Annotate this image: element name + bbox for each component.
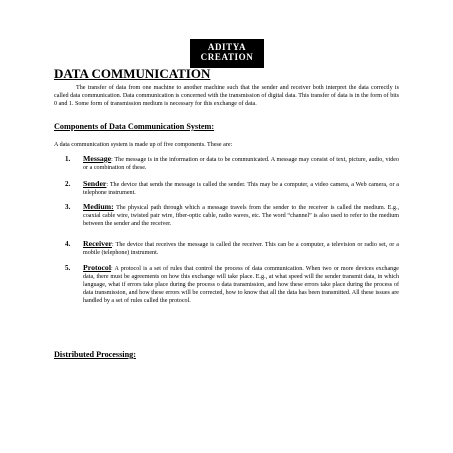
components-heading: Components of Data Communication System: [54, 122, 215, 131]
item-term: Message [83, 154, 112, 163]
logo-line-2: CREATION [200, 52, 254, 62]
item-separator: : [111, 157, 115, 163]
item-body [83, 155, 399, 172]
aditya-creation-logo [190, 39, 264, 68]
item-number: 5. [65, 264, 71, 272]
item-body [83, 203, 399, 228]
item-number: 4. [65, 240, 71, 248]
distributed-processing-heading: Distributed Processing: [54, 350, 136, 359]
item-term: Medium: [83, 202, 114, 211]
item-text: The message is in the information or data to be communicated. A message may consist of text, picture, audio, video or a combination of these. [83, 157, 400, 171]
item-text: The device that sends the message is called the sender. This may be a computer, a video camera, a Web camera, or a telephone instrument. [83, 182, 399, 196]
item-text: A protocol is a set of rules that control the process of data communication. When two or more devices exchange data, there must be agreements on how this exchange will take place. E.g., at what speed will the sender transmit data, in which language, what if errors take place during the process o data transmission, and how these errors take place during the process of data transmission, and how these errors will be corrected, how to know that all the data has been transmitted. All these issues are handled by a set of rules called the protocol. [83, 266, 399, 304]
logo-line-1: ADITYA [207, 42, 247, 52]
component-item-protocol [67, 264, 399, 305]
item-separator: : [112, 242, 116, 248]
page-title: DATA COMMUNICATION [54, 66, 211, 81]
item-number: 1. [65, 155, 71, 163]
item-term: Receiver [83, 239, 112, 248]
components-lead: A data communication system is made up of five components. These are: [54, 142, 233, 148]
item-text: The device that receives the message is called the receiver. This can be a computer, a television or radio set, or a mobile (telephone) instrument. [83, 242, 399, 256]
item-body [83, 264, 399, 305]
item-body [83, 180, 399, 197]
item-separator: : [106, 182, 110, 188]
item-term: Sender [83, 179, 107, 188]
component-item-message [67, 155, 399, 172]
item-text: The physical path through which a message travels from the sender to the receiver is called the medium. E.g., coaxial cable wire, twisted pair wire, fiber-optic cable, radio waves, etc. The word “channel” is also used to refer to the medium between the sender and the receiver. [83, 205, 399, 227]
item-number: 3. [65, 203, 71, 211]
component-item-medium [67, 203, 399, 228]
item-separator: : [111, 266, 115, 272]
intro-paragraph: The transfer of data from one machine to another machine such that the sender and receiver both interpret the data correctly is called data communication. Data communication is concerned with the transmission of digital data. This transfer of data is in the form of bits 0 and 1. Some form of transmission medium is necessary for this exchange of data. [54, 85, 399, 107]
item-body [83, 240, 399, 257]
item-number: 2. [65, 180, 71, 188]
component-item-receiver [67, 240, 399, 257]
component-item-sender [67, 180, 399, 197]
item-term: Protocol [83, 263, 112, 272]
